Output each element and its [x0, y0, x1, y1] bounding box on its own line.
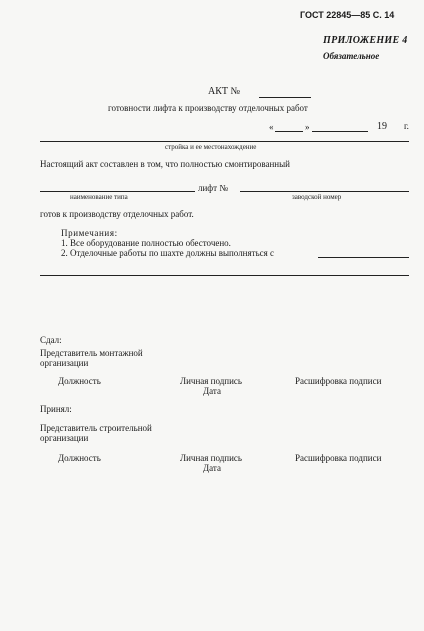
handed-label: Сдал: — [40, 335, 62, 345]
note-blank-line — [40, 275, 409, 276]
site-caption: стройка и ее местонахождение — [165, 143, 257, 151]
handed-decoding: Расшифровка подписи — [295, 376, 382, 386]
lift-type-caption: наименование типа — [70, 193, 128, 201]
ready-statement: готов к производству отделочных работ. — [40, 209, 194, 219]
handed-rep-line2: организации — [40, 358, 89, 368]
lift-number-label: лифт № — [198, 183, 228, 193]
year-prefix: 19 — [377, 121, 387, 132]
received-rep-line1: Представитель строительной — [40, 423, 152, 433]
site-line — [40, 141, 409, 142]
note-continuation-line — [318, 257, 409, 258]
received-position: Должность — [58, 453, 101, 463]
note-item-2: 2. Отделочные работы по шахте должны выполняться с — [61, 248, 275, 258]
act-title: АКТ № — [208, 86, 241, 97]
date-day-line — [275, 131, 303, 132]
appendix-number: ПРИЛОЖЕНИЕ 4 — [323, 35, 408, 46]
act-subtitle: готовности лифта к производству отделочных работ — [108, 103, 308, 113]
handed-signature: Личная подпись — [180, 376, 243, 386]
date-close-quote: » — [305, 122, 310, 132]
lift-serial-line — [240, 191, 409, 192]
received-signature: Личная подпись — [180, 453, 243, 463]
act-statement: Настоящий акт составлен в том, что полностью смонтированный — [40, 159, 290, 169]
gost-page-header: ГОСТ 22845—85 С. 14 — [300, 10, 395, 20]
date-month-line — [312, 131, 368, 132]
received-rep-line2: организации — [40, 433, 89, 443]
received-decoding: Расшифровка подписи — [295, 453, 382, 463]
received-label: Принял: — [40, 404, 72, 414]
lift-type-line — [40, 191, 195, 192]
date-open-quote: « — [269, 122, 274, 132]
handed-position: Должность — [58, 376, 101, 386]
handed-rep-line1: Представитель монтажной — [40, 348, 143, 358]
lift-serial-caption: заводской номер — [292, 193, 342, 201]
act-number-line — [259, 97, 311, 98]
handed-date: Дата — [203, 386, 221, 396]
notes-heading: Примечания: — [61, 228, 118, 238]
received-date: Дата — [203, 463, 221, 473]
note-item-1: 1. Все оборудование полностью обесточено. — [61, 238, 231, 248]
appendix-status: Обязательное — [323, 51, 380, 61]
year-suffix: г. — [404, 121, 409, 131]
